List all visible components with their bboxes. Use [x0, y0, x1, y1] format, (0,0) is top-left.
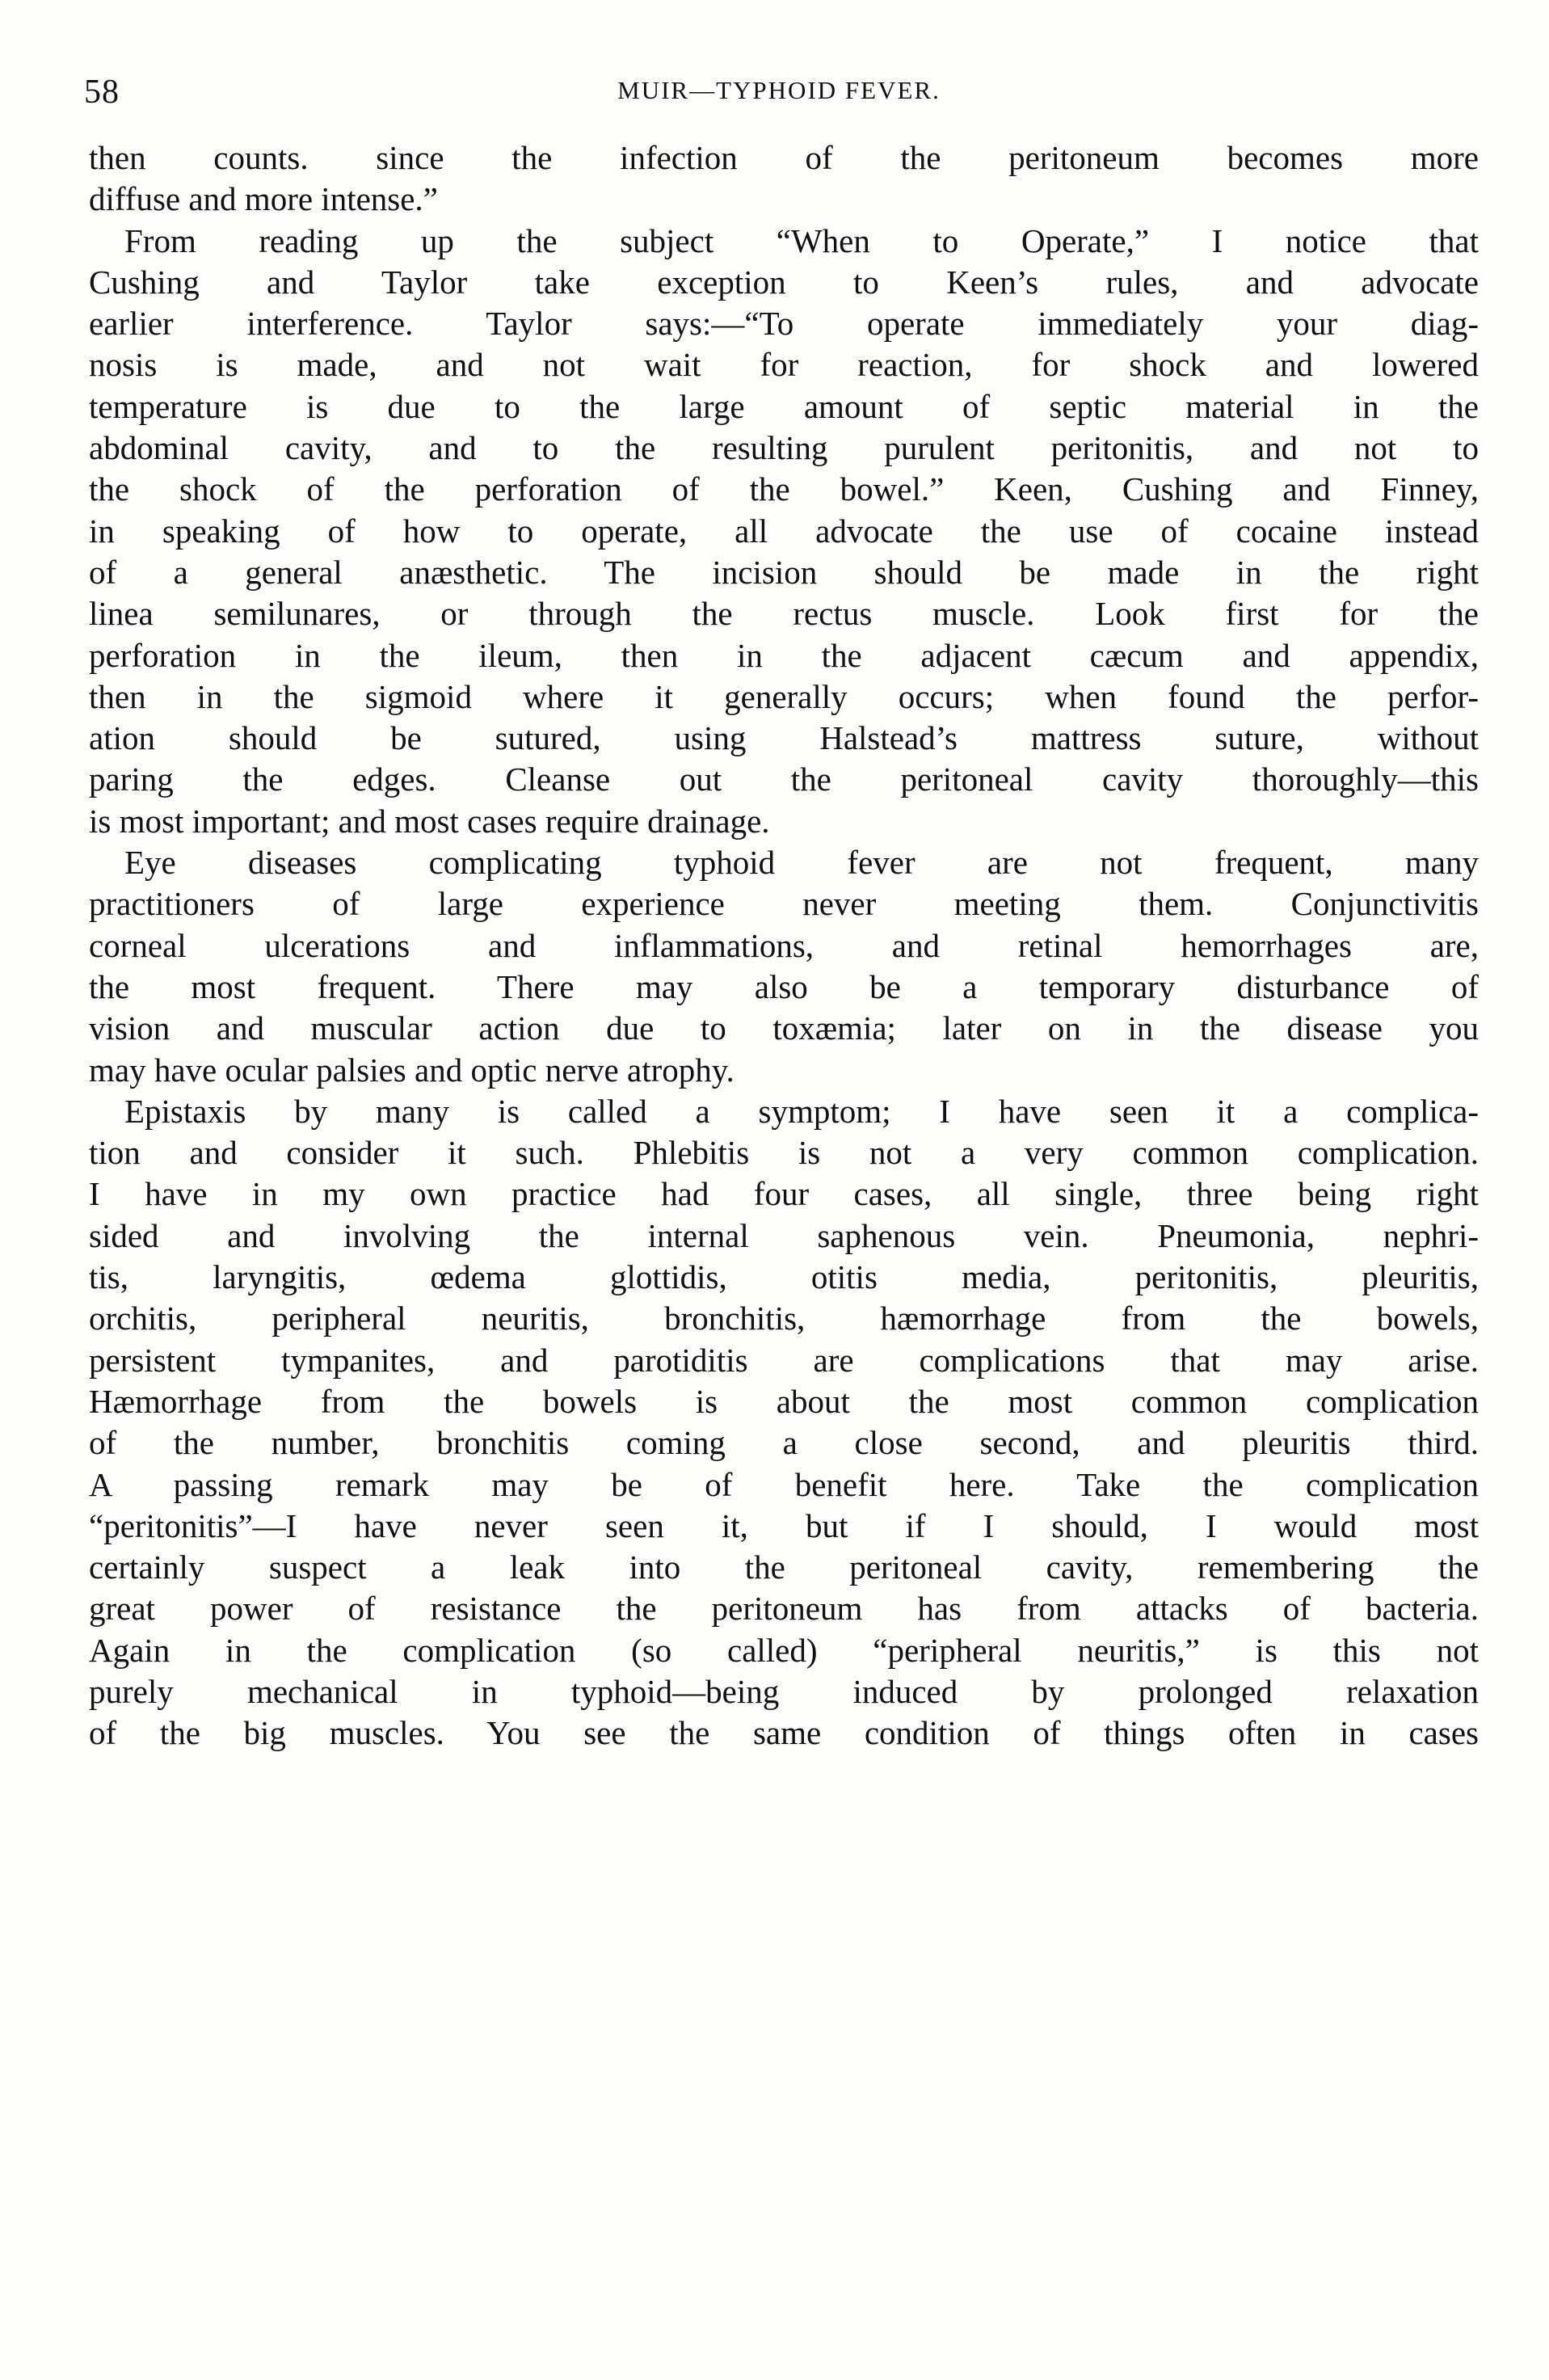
text-line: certainly suspect a leak into the peritoneal cavity, remembering the	[89, 1548, 1479, 1586]
text-line: vision and muscular action due to toxæmia; later on in the disease you	[89, 1009, 1479, 1047]
text-body	[89, 137, 1479, 1754]
text-line: Cushing and Taylor take exception to Keen’s rules, and advocate	[89, 263, 1479, 301]
text-line: of the number, bronchitis coming a close second, and pleuritis third.	[89, 1424, 1479, 1462]
text-line: perforation in the ileum, then in the adjacent cæcum and appendix,	[89, 636, 1479, 674]
running-head	[84, 73, 1474, 113]
text-line: Hæmorrhage from the bowels is about the most common complication	[89, 1382, 1479, 1420]
text-line: of a general anæsthetic. The incision should be made in the right	[89, 553, 1479, 591]
text-line: tis, laryngitis, œdema glottidis, otitis media, peritonitis, pleuritis,	[89, 1258, 1479, 1296]
text-line: then counts. since the infection of the peritoneum becomes more	[89, 139, 1479, 176]
text-line: sided and involving the internal saphenous vein. Pneumonia, nephri-	[89, 1216, 1479, 1254]
text-line: the most frequent. There may also be a temporary disturbance of	[89, 967, 1479, 1005]
text-line: practitioners of large experience never meeting them. Conjunctivitis	[89, 885, 1479, 923]
text-line: linea semilunares, or through the rectus muscle. Look first for the	[89, 595, 1479, 633]
text-line: From reading up the subject “When to Operate,” I notice that	[124, 221, 1479, 259]
text-line: is most important; and most cases require drainage.	[89, 802, 770, 840]
text-line: tion and consider it such. Phlebitis is not a very common complication.	[89, 1134, 1479, 1172]
text-line: Epistaxis by many is called a symptom; I have seen it a complica-	[124, 1092, 1479, 1130]
text-line: abdominal cavity, and to the resulting purulent peritonitis, and not to	[89, 429, 1479, 467]
text-line: then in the sigmoid where it generally occurs; when found the perfor-	[89, 677, 1479, 715]
text-line: of the big muscles. You see the same condition of things often in cases	[89, 1714, 1479, 1752]
text-line: in speaking of how to operate, all advocate the use of cocaine instead	[89, 512, 1479, 550]
text-line: may have ocular palsies and optic nerve atrophy.	[89, 1051, 735, 1089]
text-line: paring the edges. Cleanse out the peritoneal cavity thoroughly—this	[89, 760, 1479, 798]
text-line: Eye diseases complicating typhoid fever are not frequent, many	[124, 844, 1479, 882]
text-line: the shock of the perforation of the bowel.” Keen, Cushing and Finney,	[89, 470, 1479, 508]
text-line: diffuse and more intense.”	[89, 180, 438, 218]
text-line: purely mechanical in typhoid—being induced by prolonged relaxation	[89, 1672, 1479, 1710]
text-line: “peritonitis”—I have never seen it, but if I should, I would most	[89, 1506, 1479, 1544]
text-line: earlier interference. Taylor says:—“To operate immediately your diag-	[89, 305, 1479, 343]
text-line: persistent tympanites, and parotiditis are complications that may arise.	[89, 1341, 1479, 1379]
text-line: I have in my own practice had four cases, all single, three being right	[89, 1175, 1479, 1213]
text-line: ation should be sutured, using Halstead’s mattress suture, without	[89, 719, 1479, 757]
text-line: great power of resistance the peritoneum has from attacks of bacteria.	[89, 1590, 1479, 1628]
running-title: MUIR—TYPHOID FEVER.	[617, 76, 941, 104]
text-line: temperature is due to the large amount of septic material in the	[89, 387, 1479, 425]
text-line: nosis is made, and not wait for reaction, for shock and lowered	[89, 346, 1479, 384]
text-line: Again in the complication (so called) “peripheral neuritis,” is this not	[89, 1631, 1479, 1669]
text-line: corneal ulcerations and inflammations, and retinal hemorrhages are,	[89, 926, 1479, 964]
text-line: A passing remark may be of benefit here. Take the complication	[89, 1465, 1479, 1503]
text-line: orchitis, peripheral neuritis, bronchitis, hæmorrhage from the bowels,	[89, 1300, 1479, 1337]
page-number: 58	[84, 74, 120, 111]
